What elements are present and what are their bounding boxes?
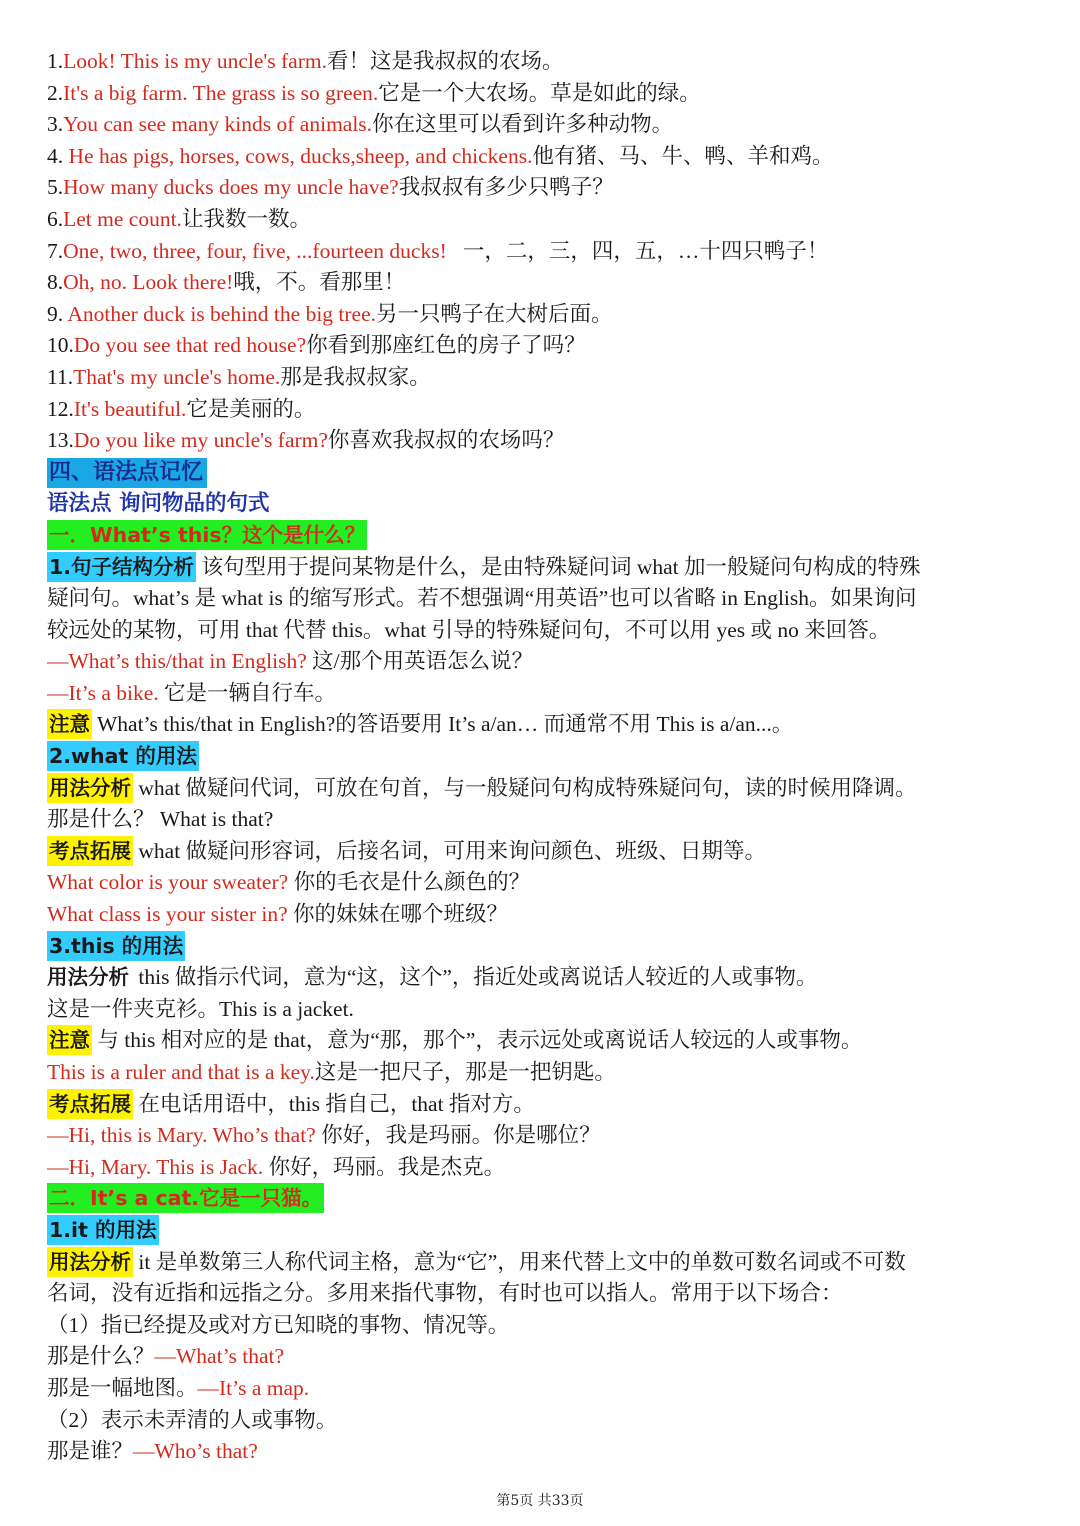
s2-ex1-zh: 你的毛衣是什么颜色的？ — [288, 870, 531, 895]
sentence-item — [47, 236, 1037, 268]
p2-case1-question — [47, 1341, 1037, 1373]
s3-label: 3.this 的用法 — [47, 931, 185, 961]
s1-ex2-en: —It’s a bike. — [47, 680, 159, 705]
s2-usage-example — [47, 804, 1037, 836]
sentence-number: 9. — [47, 301, 68, 326]
s3-example-1 — [47, 1057, 1037, 1089]
sentence-number: 3. — [47, 112, 64, 137]
s3-usage-ex: 这是一件夹克衫。This is a jacket. — [47, 996, 354, 1021]
s1-label: 1.句子结构分析 — [47, 552, 196, 582]
sentence-number: 7. — [47, 238, 64, 263]
sentence-item — [47, 78, 1037, 110]
s3-usage-label: 用法分析 — [47, 965, 129, 990]
s2-example-2 — [47, 899, 1037, 931]
s1-example-1 — [47, 646, 1037, 678]
sentence-number: 12. — [47, 396, 74, 421]
p2-case-2 — [47, 1405, 1037, 1437]
sentence-item — [47, 141, 1037, 173]
p2-case1-a-zh: 那是一幅地图。 — [47, 1375, 198, 1400]
sentence-english: That's my uncle's home. — [73, 364, 281, 389]
sentence-chinese: 他有猪、马、牛、鸭、羊和鸡。 — [532, 143, 834, 168]
p2-case2-text: （2）表示未弄清的人或事物。 — [47, 1407, 338, 1432]
s1-line-3 — [47, 615, 1037, 647]
sentence-item — [47, 172, 1037, 204]
s2-usage-label: 用法分析 — [47, 773, 133, 803]
p2-para-2: 名词，没有近指和远指之分。多用来指代事物，有时也可以指人。常用于以下场合： — [47, 1281, 843, 1306]
p2-case-1 — [47, 1310, 1037, 1342]
p2-case2-q-en: —Who’s that? — [133, 1439, 258, 1464]
s1-line-2 — [47, 583, 1037, 615]
sentence-number: 2. — [47, 80, 64, 105]
s2-usage-line — [47, 773, 1037, 805]
sentence-english: One, two, three, four, five, ...fourteen ducks! — [63, 238, 447, 263]
section-subtitle: 语法点 询问物品的句式 — [47, 491, 270, 517]
s2-ex1-en: What color is your sweater? — [47, 870, 289, 895]
sentence-chinese: 让我数一数。 — [181, 206, 311, 231]
sentence-english: He has pigs, horses, cows, ducks,sheep, and chickens. — [68, 143, 533, 168]
s1-para-3: 较远处的某物，可用 that 代替 this。what 引导的特殊疑问句，不可以用 yes 或 no 来回答。 — [47, 617, 891, 642]
s1-ex1-zh: 这/那个用英语怎么说？ — [306, 649, 534, 674]
s2-label-line — [47, 741, 1037, 773]
sentence-number: 10. — [47, 333, 74, 358]
sentence-chinese: 哦，不。看那里！ — [233, 270, 406, 295]
s3-ex2-en: —Hi, this is Mary. Who’s that? — [47, 1123, 316, 1148]
s1-note-label: 注意 — [47, 709, 92, 739]
s1-note-text: What’s this/that in English?的答语要用 It’s a/an… 而通常不用 This is a/an...。 — [92, 712, 794, 737]
s3-example-3 — [47, 1152, 1037, 1184]
s3-ex3-zh: 你好，玛丽。我是杰克。 — [263, 1154, 506, 1179]
sentence-item — [47, 330, 1037, 362]
section-subtitle-line — [47, 488, 1037, 520]
p2-para-1: it 是单数第三人称代词主格，意为“它”，用来代替上文中的单数可数名词或不可数 — [133, 1249, 906, 1274]
p2-case2-question — [47, 1436, 1037, 1468]
sentence-item — [47, 299, 1037, 331]
p2-label: 1.it 的用法 — [47, 1215, 159, 1245]
section-heading: 四、语法点记忆 — [47, 458, 207, 488]
s2-label: 2.what 的用法 — [47, 741, 199, 771]
s1-line-1 — [47, 552, 1037, 584]
p2-case1-q-en: —What’s that? — [154, 1344, 285, 1369]
s1-para-1: 该句型用于提问某物是什么，是由特殊疑问词 what 加一般疑问句构成的特殊 — [196, 554, 921, 579]
s2-ext-text: what 做疑问形容词，后接名词，可用来询问颜色、班级、日期等。 — [133, 838, 767, 863]
sentence-chinese: 看！这是我叔叔的农场。 — [326, 49, 564, 73]
sentence-chinese: 我叔叔有多少只鸭子？ — [398, 175, 614, 200]
sentence-item — [47, 362, 1037, 394]
sentence-english: Let me count. — [63, 206, 182, 231]
sentence-english: Another duck is behind the big tree. — [67, 301, 377, 326]
part-two-title: 二．It’s a cat.它是一只猫。 — [47, 1183, 324, 1213]
page-content — [47, 46, 1037, 1468]
sentence-item — [47, 204, 1037, 236]
p2-usage-line — [47, 1247, 1037, 1279]
part-one-title: 一．What’s this？这个是什么？ — [47, 520, 367, 550]
p2-case1-q-zh: 那是什么？ — [47, 1344, 155, 1369]
s3-example-2 — [47, 1120, 1037, 1152]
s3-ex2-zh: 你好，我是玛丽。你是哪位？ — [315, 1123, 601, 1148]
p2-case1-a-en: —It’s a map. — [197, 1375, 310, 1400]
sentence-english: You can see many kinds of animals. — [63, 112, 373, 137]
s3-ext-label: 考点拓展 — [47, 1089, 133, 1119]
sentence-number: 4. — [47, 143, 69, 168]
s3-ext-text: 在电话用语中，this 指自己，that 指对方。 — [133, 1091, 535, 1116]
sentence-number: 13. — [47, 428, 74, 453]
sentence-english: Oh, no. Look there! — [63, 270, 234, 295]
sentence-number: 11. — [47, 364, 74, 389]
part-one-title-line — [47, 520, 1037, 552]
p2-case1-text: （1）指已经提及或对方已知晓的事物、情况等。 — [47, 1312, 510, 1337]
s3-usage-text: this 做指示代词，意为“这，这个”，指近处或离说话人较近的人或事物。 — [133, 965, 818, 990]
s2-ext-line — [47, 836, 1037, 868]
sentence-number: 1. — [47, 49, 64, 73]
s2-ext-label: 考点拓展 — [47, 836, 133, 866]
sentence-number: 5. — [47, 175, 64, 200]
part-two-title-line — [47, 1183, 1037, 1215]
s3-note-line — [47, 1025, 1037, 1057]
s3-note-label: 注意 — [47, 1025, 92, 1055]
sentence-chinese: 它是美丽的。 — [186, 396, 316, 421]
s3-ex1-en: This is a ruler and that is a key. — [47, 1060, 315, 1084]
sentence-english: How many ducks does my uncle have? — [63, 175, 399, 200]
sentence-item — [47, 267, 1037, 299]
s3-usage-example — [47, 994, 1037, 1026]
sentence-chinese: 你看到那座红色的房子了吗？ — [306, 333, 586, 358]
sentence-chinese: 你在这里可以看到许多种动物。 — [372, 112, 674, 137]
page-footer: 第5页 共33页 — [496, 1493, 584, 1509]
sentence-number: 6. — [47, 206, 64, 231]
section-heading-line — [47, 457, 1037, 489]
s2-ex2-zh: 你的妹妹在哪个班级？ — [287, 902, 509, 927]
p2-case1-answer — [47, 1373, 1037, 1405]
sentence-item — [47, 425, 1037, 457]
s3-ex1-zh: 这是一把尺子，那是一把钥匙。 — [314, 1060, 616, 1084]
sentence-item — [47, 109, 1037, 141]
sentence-english: It's beautiful. — [73, 396, 187, 421]
sentence-list — [47, 46, 1037, 457]
sentence-chinese: 一，二，三，四，五，…十四只鸭子！ — [446, 238, 829, 263]
sentence-english: Look! This is my uncle's farm. — [63, 49, 327, 73]
s3-ex3-en: —Hi, Mary. This is Jack. — [47, 1154, 264, 1179]
s2-ex2-en: What class is your sister in? — [47, 902, 288, 927]
s1-example-2 — [47, 678, 1037, 710]
p2-usage-line-2 — [47, 1278, 1037, 1310]
s3-ext-line — [47, 1089, 1037, 1121]
p2-usage-label: 用法分析 — [47, 1247, 133, 1277]
s1-para-2: 疑问句。what’s 是 what is 的缩写形式。若不想强调“用英语”也可以省略 in English。如果询问 — [47, 586, 917, 611]
sentence-english: It's a big farm. The grass is so green. — [63, 80, 379, 105]
sentence-chinese: 它是一个大农场。草是如此的绿。 — [378, 80, 701, 105]
sentence-chinese: 另一只鸭子在大树后面。 — [376, 301, 613, 326]
sentence-item — [47, 394, 1037, 426]
s1-note-line — [47, 709, 1037, 741]
sentence-item — [47, 46, 1037, 78]
s1-ex1-en: —What’s this/that in English? — [47, 649, 307, 674]
sentence-chinese: 你喜欢我叔叔的农场吗？ — [327, 428, 565, 453]
s2-usage-text: what 做疑问代词，可放在句首，与一般疑问句构成特殊疑问句，读的时候用降调。 — [133, 775, 917, 800]
p2-case2-q-zh: 那是谁？ — [47, 1439, 134, 1464]
sentence-english: Do you see that red house? — [73, 333, 307, 358]
sentence-number: 8. — [47, 270, 64, 295]
s1-ex2-zh: 它是一辆自行车。 — [158, 680, 337, 705]
s3-note-text: 与 this 相对应的是 that，意为“那，那个”，表示远处或离说话人较远的人或事物。 — [92, 1028, 863, 1053]
s3-label-line — [47, 931, 1037, 963]
p2-label-line — [47, 1215, 1037, 1247]
s2-example-1 — [47, 867, 1037, 899]
sentence-english: Do you like my uncle's farm? — [73, 428, 328, 453]
sentence-chinese: 那是我叔叔家。 — [280, 364, 431, 389]
s2-usage-ex: 那是什么？ What is that? — [47, 807, 274, 832]
s3-usage-line — [47, 962, 1037, 994]
